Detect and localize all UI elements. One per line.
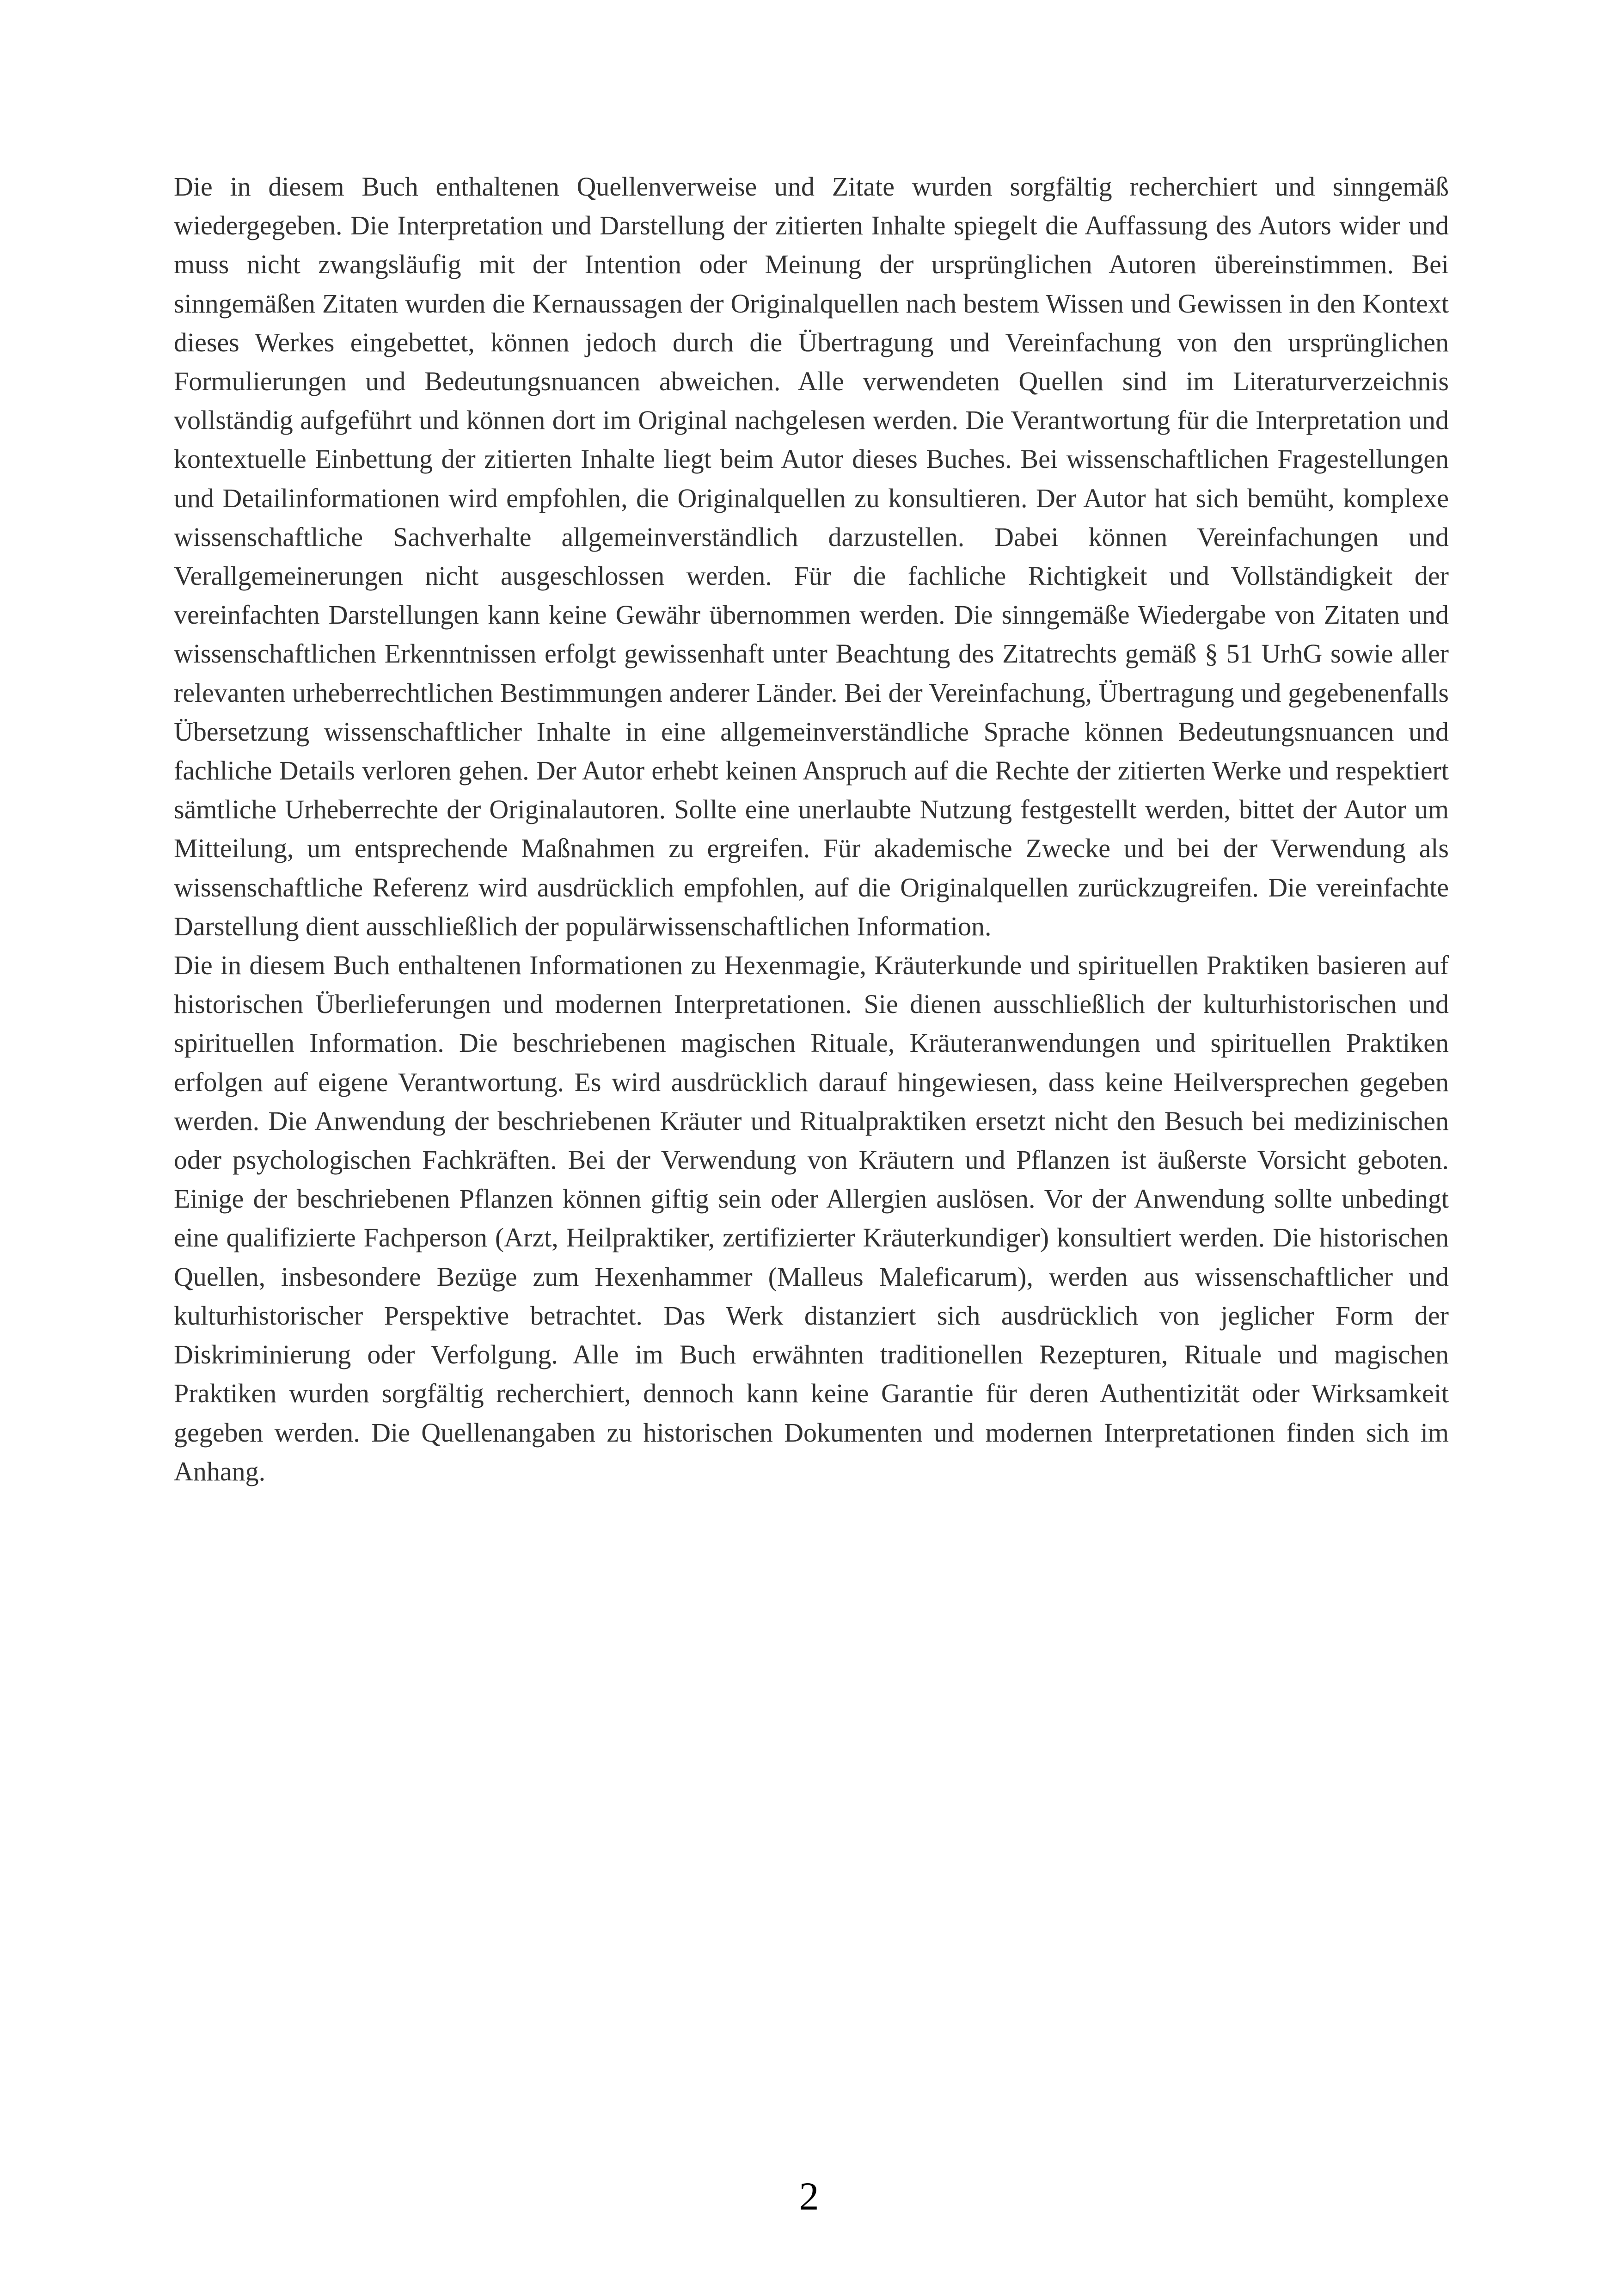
paragraph-source-disclaimer: Die in diesem Buch enthaltenen Quellenverweise und Zitate wurden sorgfältig recherchiert und sinngemäß wiedergegeben. Die Interpretation und Darstellung der zitierten Inhalte spiegelt die Auffassung des Autors wider und muss nicht zwangsläufig mit der Intention oder Meinung der ursprünglichen Autoren übereinstimmen. Bei sinngemäßen Zitaten wurden die Kernaussagen der Originalquellen nach bestem Wissen und Gewissen in den Kontext dieses Werkes eingebettet, können jedoch durch die Übertragung und Vereinfachung von den ursprünglichen Formulierungen und Bedeutungsnuancen abweichen. Alle verwendeten Quellen sind im Literaturverzeichnis vollständig aufgeführt und können dort im Original nachgelesen werden. Die Verantwortung für die Interpretation und kontextuelle Einbettung der zitierten Inhalte liegt beim Autor dieses Buches. Bei wissenschaftlichen Fragestellungen und Detailinformationen wird empfohlen, die Originalquellen zu konsultieren. Der Autor hat sich bemüht, komplexe wissenschaftliche Sachverhalte allgemeinverständlich darzustellen. Dabei können Vereinfachungen und Verallgemeinerungen nicht ausgeschlossen werden. Für die fachliche Richtigkeit und Vollständigkeit der vereinfachten Darstellungen kann keine Gewähr übernommen werden. Die sinngemäße Wiedergabe von Zitaten und wissenschaftlichen Erkenntnissen erfolgt gewissenhaft unter Beachtung des Zitatrechts gemäß § 51 UrhG sowie aller relevanten urheberrechtlichen Bestimmungen anderer Länder. Bei der Vereinfachung, Übertragung und gegebenenfalls Übersetzung wissenschaftlicher Inhalte in eine allgemeinverständliche Sprache können Bedeutungsnuancen und fachliche Details verloren gehen. Der Autor erhebt keinen Anspruch auf die Rechte der zitierten Werke und respektiert sämtliche Urheberrechte der Originalautoren. Sollte eine unerlaubte Nutzung festgestellt werden, bittet der Autor um Mitteilung, um entsprechende Maßnahmen zu ergreifen. Für akademische Zwecke und bei der Verwendung als wissenschaftliche Referenz wird ausdrücklich empfohlen, auf die Originalquellen zurückzugreifen. Die vereinfachte Darstellung dient ausschließlich der populärwissenschaftlichen Information.: [174, 172, 1449, 941]
body-text: [174, 167, 1449, 1491]
paragraph-witchcraft-disclaimer: Die in diesem Buch enthaltenen Informationen zu Hexenmagie, Kräuterkunde und spirituellen Praktiken basieren auf historischen Überlieferungen und modernen Interpretationen. Sie dienen ausschließlich der kulturhistorischen und spirituellen Information. Die beschriebenen magischen Rituale, Kräuteranwendungen und spirituellen Praktiken erfolgen auf eigene Verantwortung. Es wird ausdrücklich darauf hingewiesen, dass keine Heilversprechen gegeben werden. Die Anwendung der beschriebenen Kräuter und Ritualpraktiken ersetzt nicht den Besuch bei medizinischen oder psychologischen Fachkräften. Bei der Verwendung von Kräutern und Pflanzen ist äußerste Vorsicht geboten. Einige der beschriebenen Pflanzen können giftig sein oder Allergien auslösen. Vor der Anwendung sollte unbedingt eine qualifizierte Fachperson (Arzt, Heilpraktiker, zertifizierter Kräuterkundiger) konsultiert werden. Die historischen Quellen, insbesondere Bezüge zum Hexenhammer (Malleus Maleficarum), werden aus wissenschaftlicher und kulturhistorischer Perspektive betrachtet. Das Werk distanziert sich ausdrücklich von jeglicher Form der Diskriminierung oder Verfolgung. Alle im Buch erwähnten traditionellen Rezepturen, Rituale und magischen Praktiken wurden sorgfältig recherchiert, dennoch kann keine Garantie für deren Authentizität oder Wirksamkeit gegeben werden. Die Quellenangaben zu historischen Dokumenten und modernen Interpretationen finden sich im Anhang.: [174, 950, 1449, 1486]
page-number: 2: [799, 2174, 819, 2218]
